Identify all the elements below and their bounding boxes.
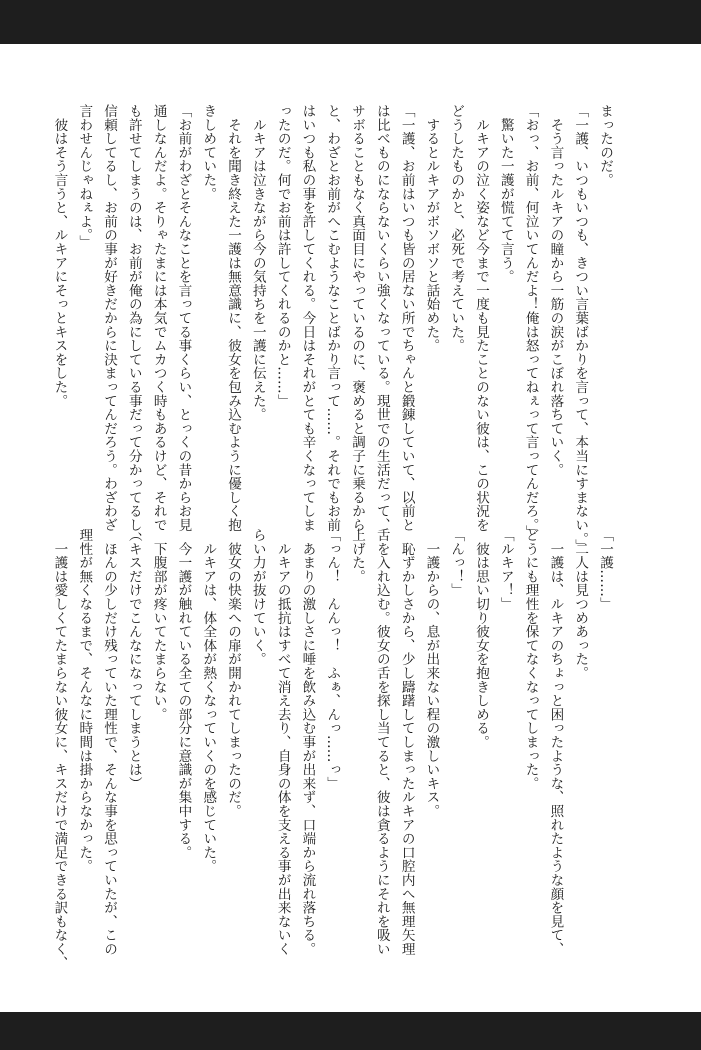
text-line: ルキアは、体全体が熱くなっていくのを感じていた。: [200, 528, 217, 873]
bottom-scan-border: [0, 1012, 701, 1050]
text-line: 一護からの、息が出来ない程の激しいキス。: [423, 528, 440, 818]
novel-page: [0, 44, 701, 1012]
text-line: 彼は思い切り彼女を抱きしめる。: [473, 528, 490, 749]
text-line: 一護は、ルキアのちょっと困ったような、照れたような顔を見て、: [547, 528, 564, 956]
text-line: 通しなんだよ。そりゃたまには本気でムカつく時もあるけど、それで: [150, 104, 167, 532]
text-line: きしめていた。: [200, 104, 217, 201]
text-line: 「おっ、お前、何泣いてんだよ！俺は怒ってねぇって言ってんだろ。」: [522, 104, 539, 539]
text-line: 彼はそう言うと、ルキアにそっとキスをした。: [51, 104, 68, 408]
text-line: 理性が無くなるまで、そんなに時間は掛からなかった。: [76, 528, 93, 873]
text-line: も許せてしまうのは、お前が俺の為にしている事だって分かってるし、: [125, 104, 142, 546]
upper-text-block: [51, 104, 617, 553]
text-line: らい力が抜けていく。: [249, 528, 266, 666]
text-line: 舌を入れ込む。彼女の舌を探し当てると、彼は貪るようにそれを吸い: [373, 528, 390, 956]
text-line: 上げた。: [349, 528, 366, 584]
text-line: は比べものにならないくらい強くなっている。現世での生活だって、: [373, 104, 390, 532]
text-line: 下腹部が疼いてたまらない。: [150, 528, 167, 722]
text-line: それを聞き終えた一護は無意識に、彼女を包み込むように優しく抱: [225, 104, 242, 532]
text-line: と、わざとお前がへこむようなことばかり言って……。それでもお前: [324, 104, 341, 532]
text-line: あまりの激しさに唾を飲み込む事が出来ず、口端から流れ落ちる。: [299, 528, 316, 956]
text-line: ルキアの泣く姿など今まで一度も見たことのない彼は、この状況を: [473, 104, 490, 532]
text-line: 驚いた一護が慌てて言う。: [497, 104, 514, 284]
text-line: ルキアは泣きながら今の気持ちを一護に伝えた。: [249, 104, 266, 422]
text-line: どうしたものかと、必死で考えていた。: [448, 104, 465, 353]
text-line: どうにも理性を保てなくなってしまった。: [522, 528, 539, 791]
text-line: 「一護、お前はいつも皆の居ない所でちゃんと鍛錬していて、以前と: [398, 104, 415, 532]
text-line: まったのだ。: [597, 104, 613, 187]
text-line: （キスだけでこんなになってしまうとは）: [125, 528, 142, 791]
text-line: するとルキアがボソボソと話始めた。: [423, 104, 440, 353]
text-line: 言わせんじゃねぇよ。」: [76, 104, 93, 249]
text-line: 「一護、いつもいつも、きつい言葉ばかりを言って、本当にすまない。」: [572, 104, 589, 553]
text-line: 「んっ！」: [448, 528, 465, 597]
text-line: 恥ずかしさから、少し躊躇してしまったルキアの口腔内へ無理矢理: [398, 528, 415, 956]
text-line: 一護は愛しくてたまらない彼女に、キスだけで満足できる訳もなく、: [51, 528, 68, 970]
text-line: 「お前がわざとそんなことを言ってる事くらい、とっくの昔からお見: [175, 104, 192, 532]
text-line: 二人は見つめあった。: [572, 528, 589, 680]
text-line: 今一護が触れている全ての部分に意識が集中する。: [175, 528, 192, 860]
text-line: はいつも私の事を許してくれる。今日はそれがとても辛くなってしま: [299, 104, 316, 532]
text-line: 「一護……」: [597, 528, 613, 611]
text-line: 信頼してるし、お前の事が好きだからに決まってんだろう。わざわざ: [101, 104, 118, 532]
text-line: そう言ったルキアの瞳から一筋の涙がこぼれ落ちていく。: [547, 104, 564, 477]
text-line: 彼女の快楽への扉が開かれてしまったのだ。: [225, 528, 242, 818]
text-line: ったのだ。何でお前は許してくれるのかと……」: [274, 104, 291, 408]
text-line: サボることもなく真面目にやっているのに、褒めると調子に乗るから: [349, 104, 366, 532]
top-scan-border: [0, 0, 701, 44]
text-line: 「ルキア！」: [497, 528, 514, 611]
lower-text-block: [51, 528, 617, 970]
text-line: 「っん！ んんっ！ ふぁ、んっ……っ」: [324, 528, 341, 791]
text-line: ほんの少しだけ残っていた理性で、そんな事を思っていたが、この: [101, 528, 118, 956]
text-line: ルキアの抵抗はすべて消え去り、自身の体を支える事が出来ないく: [274, 528, 291, 956]
